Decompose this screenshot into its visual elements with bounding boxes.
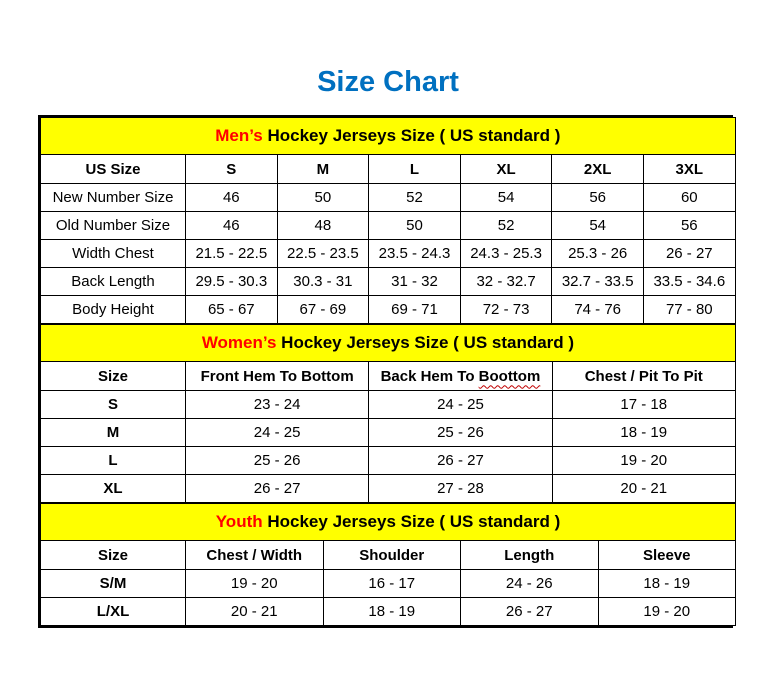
size-cell: 25.3 - 26 <box>552 240 644 268</box>
size-cell: 72 - 73 <box>460 296 552 324</box>
page-title: Size Chart <box>317 66 459 98</box>
row-label: M <box>41 419 186 447</box>
column-header: Chest / Width <box>186 541 324 570</box>
womens-title-highlight: Women’s <box>201 333 277 352</box>
row-label: L/XL <box>41 598 186 626</box>
youth-title-highlight: Youth <box>215 512 263 531</box>
size-cell: 16 - 17 <box>323 570 461 598</box>
size-cell: 54 <box>552 212 644 240</box>
row-label: S <box>41 391 186 419</box>
column-header: Length <box>461 541 599 570</box>
womens-title-rest: Hockey Jerseys Size ( US standard ) <box>276 333 575 352</box>
size-cell: 31 - 32 <box>369 268 461 296</box>
size-cell: 69 - 71 <box>369 296 461 324</box>
mens-title-highlight: Men’s <box>215 126 263 145</box>
mens-size-table <box>40 117 736 324</box>
size-cell: 22.5 - 23.5 <box>277 240 369 268</box>
size-cell: 24 - 25 <box>186 419 369 447</box>
column-header: XL <box>460 155 552 184</box>
size-cell: 60 <box>643 184 735 212</box>
size-cell: 26 - 27 <box>461 598 599 626</box>
column-header: M <box>277 155 369 184</box>
size-cell: 56 <box>643 212 735 240</box>
size-cell: 32.7 - 33.5 <box>552 268 644 296</box>
size-cell: 19 - 20 <box>186 570 324 598</box>
size-cell: 26 - 27 <box>186 475 369 503</box>
column-header: Size <box>41 362 186 391</box>
size-cell: 19 - 20 <box>598 598 736 626</box>
size-cell: 65 - 67 <box>186 296 278 324</box>
row-label: Back Length <box>41 268 186 296</box>
size-cell: 23.5 - 24.3 <box>369 240 461 268</box>
table-row <box>41 419 736 447</box>
column-header: Chest / Pit To Pit <box>552 362 735 391</box>
table-row <box>41 447 736 475</box>
size-cell: 32 - 32.7 <box>460 268 552 296</box>
column-header: Shoulder <box>323 541 461 570</box>
row-label: Old Number Size <box>41 212 186 240</box>
column-header: L <box>369 155 461 184</box>
womens-section-title <box>41 325 736 362</box>
table-row <box>41 296 736 324</box>
column-header: Back Hem To Boottom <box>369 362 552 391</box>
size-cell: 26 - 27 <box>643 240 735 268</box>
column-header: Size <box>41 541 186 570</box>
row-label: New Number Size <box>41 184 186 212</box>
size-cell: 56 <box>552 184 644 212</box>
column-header: Front Hem To Bottom <box>186 362 369 391</box>
size-cell: 26 - 27 <box>369 447 552 475</box>
youth-section-title <box>41 504 736 541</box>
table-row <box>41 268 736 296</box>
womens-section-header <box>41 325 736 362</box>
youth-title-rest: Hockey Jerseys Size ( US standard ) <box>262 512 561 531</box>
size-cell: 24.3 - 25.3 <box>460 240 552 268</box>
row-label: XL <box>41 475 186 503</box>
size-cell: 18 - 19 <box>552 419 735 447</box>
mens-title-rest: Hockey Jerseys Size ( US standard ) <box>262 126 561 145</box>
row-label: Width Chest <box>41 240 186 268</box>
size-cell: 20 - 21 <box>552 475 735 503</box>
size-cell: 21.5 - 22.5 <box>186 240 278 268</box>
size-cell: 23 - 24 <box>186 391 369 419</box>
size-cell: 17 - 18 <box>552 391 735 419</box>
table-row <box>41 570 736 598</box>
youth-section-header <box>41 504 736 541</box>
column-header: S <box>186 155 278 184</box>
table-row <box>41 184 736 212</box>
row-label: S/M <box>41 570 186 598</box>
size-cell: 25 - 26 <box>186 447 369 475</box>
size-cell: 50 <box>277 184 369 212</box>
size-chart-table <box>38 115 733 628</box>
table-row <box>41 240 736 268</box>
size-cell: 52 <box>460 212 552 240</box>
womens-column-header-row <box>41 362 736 391</box>
table-row <box>41 475 736 503</box>
size-cell: 77 - 80 <box>643 296 735 324</box>
size-cell: 27 - 28 <box>369 475 552 503</box>
size-cell: 25 - 26 <box>369 419 552 447</box>
youth-size-table <box>40 503 736 626</box>
table-row <box>41 212 736 240</box>
size-cell: 24 - 25 <box>369 391 552 419</box>
mens-section-title <box>41 118 736 155</box>
column-header: 3XL <box>643 155 735 184</box>
table-row <box>41 598 736 626</box>
size-cell: 33.5 - 34.6 <box>643 268 735 296</box>
size-cell: 30.3 - 31 <box>277 268 369 296</box>
misspelled-word: Boottom <box>478 367 541 385</box>
size-cell: 67 - 69 <box>277 296 369 324</box>
size-cell: 48 <box>277 212 369 240</box>
column-header: Sleeve <box>598 541 736 570</box>
size-cell: 18 - 19 <box>598 570 736 598</box>
row-label: Body Height <box>41 296 186 324</box>
size-cell: 29.5 - 30.3 <box>186 268 278 296</box>
size-cell: 20 - 21 <box>186 598 324 626</box>
youth-column-header-row <box>41 541 736 570</box>
table-row <box>41 391 736 419</box>
size-cell: 46 <box>186 184 278 212</box>
size-cell: 74 - 76 <box>552 296 644 324</box>
size-cell: 52 <box>369 184 461 212</box>
size-cell: 50 <box>369 212 461 240</box>
mens-section-header <box>41 118 736 155</box>
mens-column-header-row <box>41 155 736 184</box>
row-label: L <box>41 447 186 475</box>
column-header: US Size <box>41 155 186 184</box>
column-header: 2XL <box>552 155 644 184</box>
size-cell: 46 <box>186 212 278 240</box>
size-cell: 19 - 20 <box>552 447 735 475</box>
womens-size-table <box>40 324 736 503</box>
size-cell: 24 - 26 <box>461 570 599 598</box>
size-cell: 54 <box>460 184 552 212</box>
size-cell: 18 - 19 <box>323 598 461 626</box>
